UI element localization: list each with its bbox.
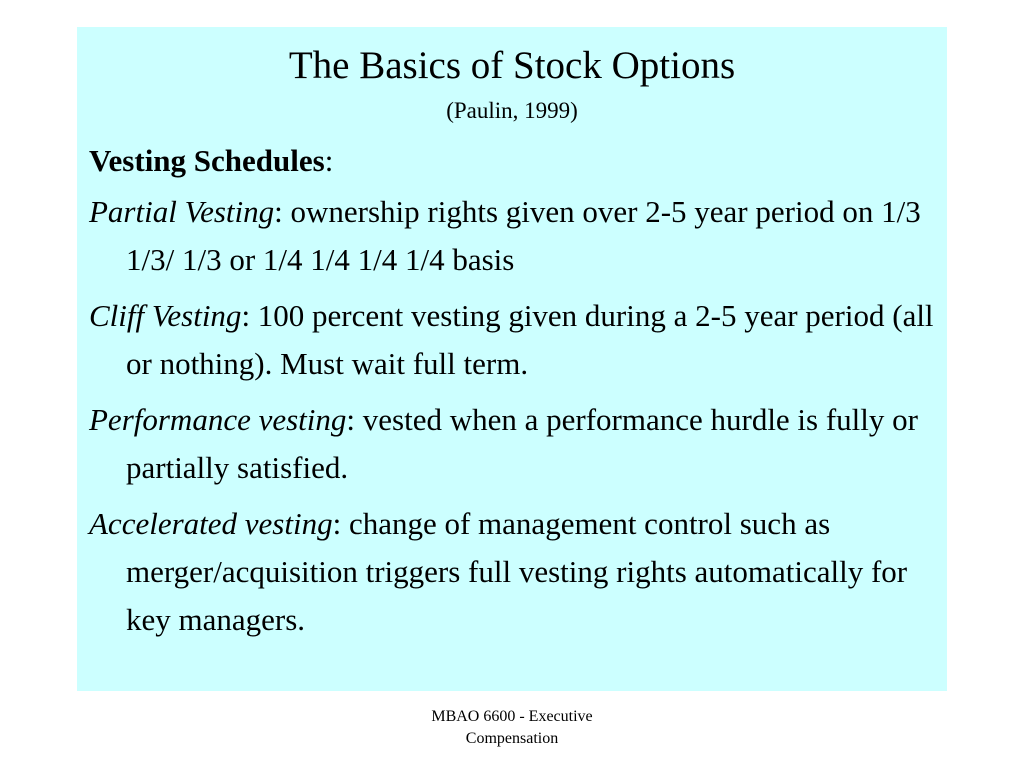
point-performance-vesting	[89, 396, 945, 492]
point-term: Partial Vesting	[89, 194, 275, 229]
slide-body	[89, 137, 945, 652]
slide-subtitle: (Paulin, 1999)	[446, 98, 578, 123]
point-term: Performance vesting	[89, 402, 347, 437]
section-heading	[89, 137, 945, 185]
point-text: : vested when a performance hurdle is fully or partially satisfied.	[126, 402, 918, 485]
point-cliff-vesting	[89, 292, 945, 388]
point-term: Cliff Vesting	[89, 298, 242, 333]
section-heading-colon: :	[324, 143, 334, 178]
point-text: : change of management control such as merger/acquisition triggers full vesting rights automatically for key managers.	[126, 506, 908, 637]
point-text: : 100 percent vesting given during a 2-5 year period (all or nothing). Must wait full term.	[126, 298, 934, 381]
point-accelerated-vesting	[89, 500, 945, 644]
footer-topic-line: Compensation	[465, 730, 559, 747]
slide-title: The Basics of Stock Options	[288, 44, 736, 87]
slide-footer	[382, 706, 642, 750]
footer-course-line: MBAO 6600 - Executive	[431, 708, 593, 725]
point-text: : ownership rights given over 2-5 year period on 1/3 1/3/ 1/3 or 1/4 1/4 1/4 1/4 basis	[126, 194, 921, 277]
point-term: Accelerated vesting	[89, 506, 333, 541]
section-heading-text: Vesting Schedules	[89, 143, 325, 178]
point-partial-vesting	[89, 188, 945, 284]
